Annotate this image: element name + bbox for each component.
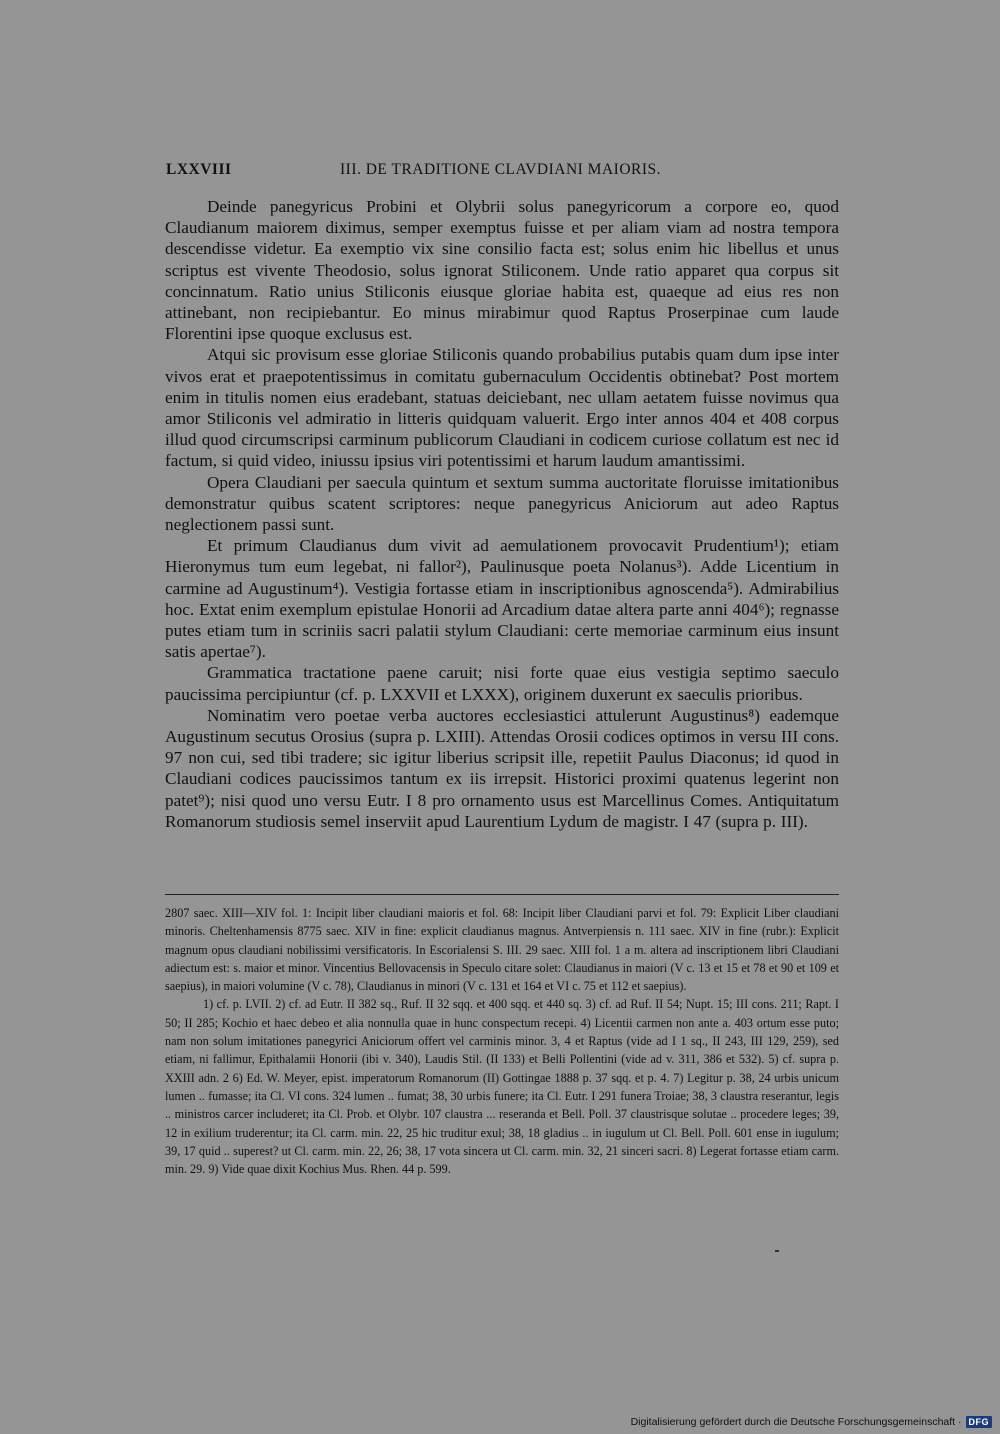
footnote-continuation: 2807 saec. XIII—XIV fol. 1: Incipit liber claudiani maioris et fol. 68: Incipit liber Claudiani parvi et fol. 79: Explicit Liber claudiani minoris. Cheltenhamensis 8775 saec. XIV in fine: explicit claudianus magnus. Antverpiensis n. 111 saec. XIV in fine (rubr.): Explicit magnum opus claudiani nobilissimi versificatoris. In Escorialensi S. III. 29 saec. XIII fol. 1 a m. altera ad inscriptionem libri Claudiani adiectum est: s. maior et minor. Vincentius Bellovacensis in Speculo citare solet: Claudianus in maiori (V c. 13 et 15 et 78 et 90 et 109 et saepius), in maiori volumine (V c. 78), Claudianus in minori (V c. 131 et 164 et VI c. 75 et 112 et saepius). xyxy=(165,906,839,994)
footnotes xyxy=(165,904,839,1178)
paragraph: Grammatica tractatione paene caruit; nisi forte quae eius vestigia septimo saeculo paucissima percipiuntur (cf. p. LXXVII et LXXX), originem duxerunt ex saeculis prioribus. xyxy=(165,663,839,704)
paragraph: Atqui sic provisum esse gloriae Stiliconis quando probabilius putabis quam dum ipse inter vivos erat et praepotentissimus in comitatu gubernaculum Occidentis obtinebat? Post mortem enim in titulis nomen eius eradebant, statuas deiciebant, nec ullam aetatem fuisse novimus qua amor Stiliconis vel admiratio in litteris quidquam valuerit. Ergo inter annos 404 et 408 corpus illud quod circumscripsi carminum publicorum Claudiani in codicem curiose collatum est nec id factum, si quid video, iniussu ipsius viri potentissimi et harum laudum amantissimi. xyxy=(165,345,839,471)
digitization-credit xyxy=(631,1415,992,1429)
paragraph: Deinde panegyricus Probini et Olybrii solus panegyricorum a corpore eo, quod Claudianum maiorem diximus, semper exemptus fuisse et per aliam viam ad nostra tempora descendisse videtur. Ea exemptio vix sine consilio facta est; solus enim hic libellus et unus scriptus est vivente Theodosio, solus ignorat Stiliconem. Unde ratio apparet qua corpus sit concinnatum. Ratio unius Stiliconis eiusque gloriae habita est, quaeque ad eius res non attinebant, non recipiebantur. Eo minus mirabimur quod Raptus Proserpinae cum laude Florentini ipse quoque exclusus est. xyxy=(165,197,839,344)
main-text xyxy=(165,196,839,832)
paragraph: Nominatim vero poetae verba auctores ecclesiastici attulerunt Augustinus⁸) eademque Augustinum secutus Orosius (supra p. LXIII). Attendas Orosii codices optimos in versu III cons. 97 non cui, sed tibi tradere; sic igitur liberius scripsit ille, repetiit Paulus Diaconus; id quod in Claudiani codices paucissimos tantum ex iis irrepsit. Historici proximi quatenus legerint non patet⁹); nisi quod uno versu Eutr. I 8 pro ornamento usus est Marcellinus Comes. Antiquitatum Romanorum studiosis semel inserviit apud Laurentium Lydum de magistr. I 47 (supra p. III). xyxy=(165,705,839,831)
running-title: III. DE TRADITIONE CLAVDIANI MAIORIS. xyxy=(340,161,662,178)
paragraph: Opera Claudiani per saecula quintum et sextum summa auctoritate floruisse imitationibus demonstratur quibus scatent scriptores: neque panegyricus Aniciorum aut adeo Raptus neglectionem passi sunt. xyxy=(165,472,839,535)
scan-speck xyxy=(775,1250,779,1252)
credit-text: Digitalisierung gefördert durch die Deutsche Forschungsgemeinschaft · xyxy=(630,1416,962,1428)
dfg-logo: DFG xyxy=(966,1416,993,1428)
footnote-list: 1) cf. p. LVII. 2) cf. ad Eutr. II 382 sq., Ruf. II 32 sqq. et 400 sqq. et 440 sq. 3) cf. ad Ruf. II 54; Nupt. 15; III cons. 211; Rapt. I 50; II 285; Kochio et haec debeo et alia nonnulla quae in hunc conspectum recepi. 4) Licentii carmen non ante a. 403 ortum esse puto; nam non solum imitationes panegyrici Aniciorum offert vel carminis minor. 3, 4 et Raptus (vide ad I 1 sq., II 243, III 129, 259), sed etiam, ni fallimur, Epithalamii Honorii (ibi v. 340), Laudis Stil. (II 133) et Belli Pollentini (vide ad v. 311, 386 et 532). 5) cf. supra p. XXIII adn. 2 6) Ed. W. Meyer, epist. imperatorum Romanorum (II) Gottingae 1888 p. 37 sqq. et p. 4. 7) Legitur p. 38, 24 urbis unicum lumen .. fumasse; ita Cl. VI cons. 324 lumen .. fumat; 38, 30 urbis funere; ita Cl. Eutr. I 291 funera Troiae; 38, 3 claustra reserantur, legis .. ministros carcer includeret; ita Cl. Prob. et Olybr. 107 claustra ... reseranda et Bell. Poll. 37 claustrisque solutae .. procedere leges; 39, 12 in exilium truderentur; ita Cl. carm. min. 22, 25 hic truditur exul; 38, 18 gladius .. in iugulum ut Cl. Bell. Poll. 601 ense in iugulum; 39, 17 quid .. superest? ut Cl. carm. min. 22, 26; 38, 17 vota sincera ut Cl. carm. min. 32, 21 sinceri sacri. 8) Legerat fortasse etiam carm. min. 29. 9) Vide quae dixit Kochius Mus. Rhen. 44 p. 599. xyxy=(165,997,839,1177)
page-number: LXXVIII xyxy=(166,161,232,178)
paragraph: Et primum Claudianus dum vivit ad aemulationem provocavit Prudentium¹); etiam Hieronymus tum eum legebat, ni fallor²), Paulinusque poeta Nolanus³). Adde Licentium in carmine ad Augustinum⁴). Vestigia fortasse etiam in inscriptionibus agnoscenda⁵). Admirabilius hoc. Extat enim exemplum epistulae Honorii ad Arcadium datae altera parte anni 404⁶); regnasse putes etiam tum in scriniis sacri palatii stylum Claudiani: certe memoriae carminum eius insunt satis apertae⁷). xyxy=(165,536,839,662)
footnote-separator xyxy=(165,894,839,895)
